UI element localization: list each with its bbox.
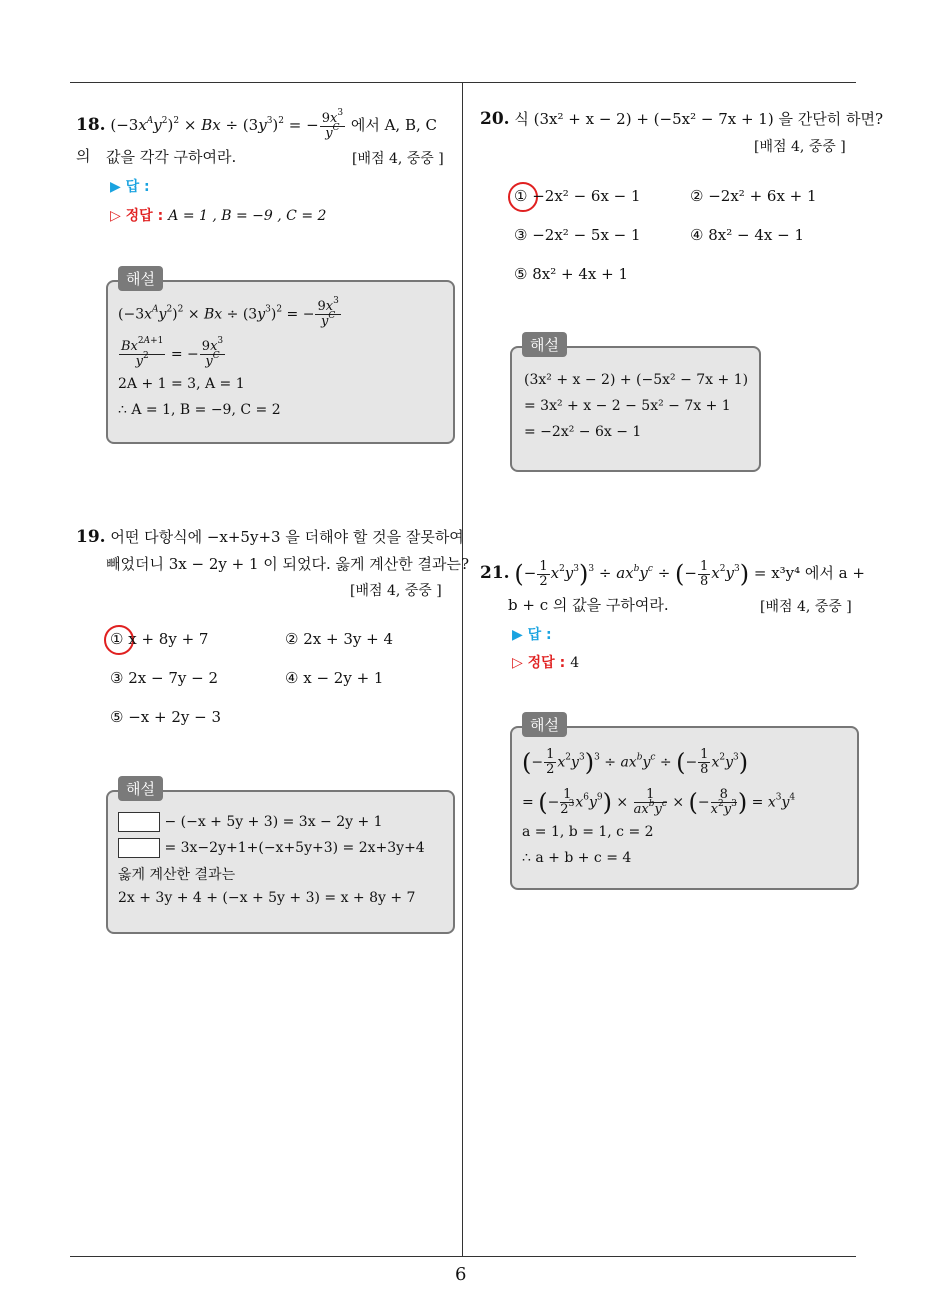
- question-19-choice-2[interactable]: ② 2x + 3y + 4: [285, 630, 393, 648]
- question-21-text-tail: = x³y⁴ 에서 a +: [753, 564, 865, 582]
- question-20-score-tag: [배점 4, 중중 ]: [754, 139, 846, 155]
- question-19-explanation-line4: 2x + 3y + 4 + (−x + 5y + 3) = x + 8y + 7: [118, 890, 416, 906]
- question-21-explanation-label: 해설: [522, 712, 567, 737]
- question-18-text-tail: 에서 A, B, C 의: [76, 116, 437, 165]
- question-19-explanation-line2: [118, 838, 425, 858]
- question-20-explanation-line3: = −2x² − 6x − 1: [524, 424, 642, 440]
- question-21-line2: b + c 의 값을 구하여라.: [508, 596, 669, 614]
- question-20-choice-3[interactable]: ③ −2x² − 5x − 1: [514, 226, 641, 244]
- question-21-line1: [480, 558, 865, 589]
- question-21-correct: [512, 652, 579, 672]
- question-20-choice-2[interactable]: ② −2x² + 6x + 1: [690, 187, 817, 205]
- question-19-choice-1[interactable]: ① x + 8y + 7: [110, 630, 209, 648]
- blank-box: [118, 812, 160, 832]
- question-21-answer-label: ▶ 답 :: [512, 627, 552, 643]
- question-20-choice-5[interactable]: ⑤ 8x² + 4x + 1: [514, 265, 628, 283]
- question-18-explanation-line4: ∴ A = 1, B = −9, C = 2: [118, 402, 281, 418]
- question-21-correct-label: ▷ 정답 :: [512, 655, 566, 671]
- question-18-explanation-label: 해설: [118, 266, 163, 291]
- question-18-explanation-line1: $(-3x^Ay^2)^2 \times Bx \div (3y^3)^2$ = − $\frac{9x^3}{y^C}$: [118, 296, 339, 329]
- question-18-number: 18.: [76, 115, 106, 135]
- page-number: 6: [455, 1264, 467, 1285]
- question-21-score-tag: [배점 4, 중중 ]: [760, 599, 852, 615]
- question-20-line1: [480, 104, 883, 134]
- question-20-explanation-label: 해설: [522, 332, 567, 357]
- question-19-score-tag: [배점 4, 중중 ]: [350, 583, 442, 599]
- question-20-text1: 식 (3x² + x − 2) + (−5x² − 7x + 1) 을 간단히 하면?: [514, 110, 883, 128]
- question-19-choice-4[interactable]: ④ x − 2y + 1: [285, 669, 384, 687]
- question-19-choice-5[interactable]: ⑤ −x + 2y − 3: [110, 708, 222, 726]
- question-19-explanation-label: 해설: [118, 776, 163, 801]
- question-21-number: 21.: [480, 563, 510, 583]
- question-18-answer-label: ▶ 답 :: [110, 179, 150, 195]
- column-divider: [462, 82, 463, 1257]
- question-19-line2: 빼었더니 3x − 2y + 1 이 되었다. 옳게 계산한 결과는?: [106, 555, 470, 573]
- question-19-text1: 어떤 다항식에 −x+5y+3 을 더해야 할 것을 잘못하여: [110, 528, 464, 546]
- question-19-explanation-line2-text: = 3x−2y+1+(−x+5y+3) = 2x+3y+4: [164, 840, 425, 856]
- question-18-score-tag: [배점 4, 중중 ]: [352, 151, 444, 167]
- question-21-explanation-line2: = (− $\frac{1}{2^3}$ $x^6y^9$) × $\frac{1}{ax^by^c}$ × (− $\frac{8}{x^2y^3}$ ) = $x^3y^4$: [522, 787, 796, 817]
- question-19-explanation-line1: [118, 812, 383, 832]
- question-21-correct-value: 4: [570, 655, 580, 671]
- bottom-rule: [70, 1256, 856, 1257]
- question-20-choice-4[interactable]: ④ 8x² − 4x − 1: [690, 226, 804, 244]
- question-19-explanation-line3: 옳게 계산한 결과는: [118, 867, 236, 883]
- blank-box: [118, 838, 160, 858]
- question-20-number: 20.: [480, 109, 510, 129]
- top-rule: [70, 82, 856, 83]
- question-21-formula: (− $\frac{1}{2}$ $x^2y^3)^3 \div ax^by^c$ ÷ (− $\frac{1}{8}$ $x^2y^3$): [514, 558, 750, 589]
- question-20-explanation-line1: (3x² + x − 2) + (−5x² − 7x + 1): [524, 372, 749, 388]
- question-18-line2: 값을 각각 구하여라.: [106, 148, 237, 166]
- question-21-explanation-line4: ∴ a + b + c = 4: [522, 850, 632, 866]
- question-21-explanation-line3: a = 1, b = 1, c = 2: [522, 824, 654, 840]
- question-18-formula: $(-3x^Ay^2)^2 \times Bx \div (3y^3)^2$ = − $\frac{9x^3}{y^C}$: [110, 107, 344, 141]
- question-19-line1: [76, 522, 464, 552]
- question-18-correct-label: ▷ 정답 :: [110, 208, 164, 224]
- question-18-correct-value: A = 1 , B = −9 , C = 2: [168, 208, 327, 224]
- question-18-explanation-line2: $\frac{Bx^{2A+1}}{y^2}$ = − $\frac{9x^3}{y^C}$: [121, 336, 224, 369]
- question-20-choice-1[interactable]: ① −2x² − 6x − 1: [514, 187, 641, 205]
- question-20-explanation-line2: = 3x² + x − 2 − 5x² − 7x + 1: [524, 398, 731, 414]
- question-18-correct: [110, 205, 326, 225]
- question-18-explanation-line3: 2A + 1 = 3, A = 1: [118, 376, 245, 392]
- question-19-choice-3[interactable]: ③ 2x − 7y − 2: [110, 669, 218, 687]
- question-21-explanation-line1: (− $\frac{1}{2}$ $x^2y^3)^3 \div ax^by^c$ ÷ (− $\frac{1}{8}$ $x^2y^3$): [522, 747, 749, 777]
- question-19-explanation-line1-text: − (−x + 5y + 3) = 3x − 2y + 1: [164, 814, 383, 830]
- question-19-number: 19.: [76, 527, 106, 547]
